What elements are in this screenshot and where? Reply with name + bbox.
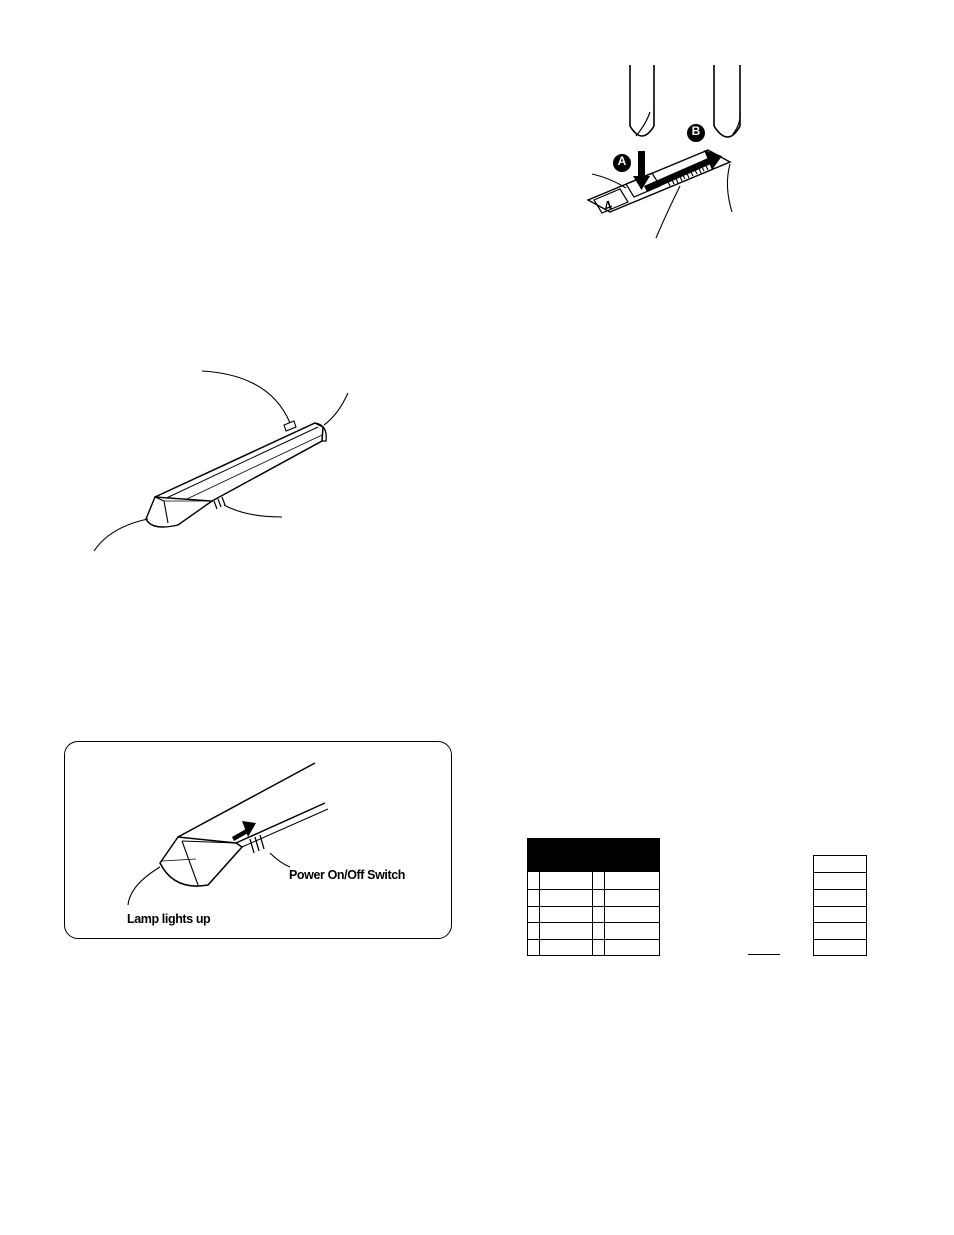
marker-b-label: B	[691, 124, 701, 138]
digit-label: 4	[602, 197, 614, 214]
barcode-scan-illustration	[580, 60, 760, 250]
power-switch-label: Power On/Off Switch	[289, 868, 406, 882]
table-header	[527, 838, 660, 872]
marker-a-label: A	[617, 154, 627, 168]
scanning-wand-illustration	[90, 365, 360, 555]
blank-underline	[748, 954, 780, 955]
lamp-lights-up-label: Lamp lights up	[127, 912, 211, 926]
